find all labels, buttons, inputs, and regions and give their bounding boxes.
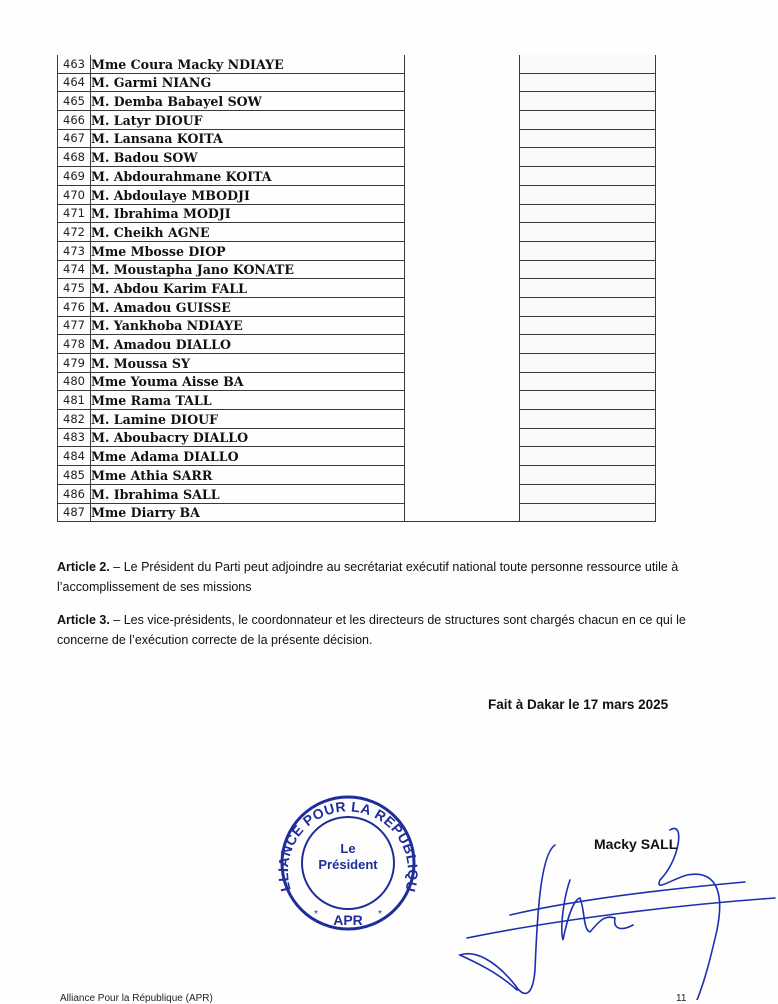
signature-cell [520,372,656,391]
empty-column-cell [405,410,520,429]
empty-column-cell [405,391,520,410]
place-date: Fait à Dakar le 17 mars 2025 [488,697,669,712]
empty-column-cell [405,316,520,335]
stamp-center-line1: Le [340,841,356,856]
signature-cell [520,410,656,429]
table-row [58,316,656,335]
member-name: M. Abdoulaye MBODJI [91,185,405,204]
member-name: M. Ibrahima MODJI [91,204,405,223]
table-row [58,92,656,111]
empty-column-cell [405,503,520,522]
table-row [58,372,656,391]
member-name: M. Demba Babayel SOW [91,92,405,111]
member-name: Mme Diarry BA [91,503,405,522]
empty-column-cell [405,55,520,73]
table-row [58,297,656,316]
table-row [58,148,656,167]
table-row [58,279,656,298]
table-row [58,484,656,503]
signature-cell [520,279,656,298]
signatory-name: Macky SALL [594,836,678,852]
table-row [58,129,656,148]
signature-cell [520,204,656,223]
signature-cell [520,73,656,92]
signature-cell [520,316,656,335]
stamp-center [268,841,428,873]
signature-cell [520,260,656,279]
signature-cell [520,167,656,186]
table-row [58,391,656,410]
member-number: 475 [58,279,91,298]
member-name: M. Moussa SY [91,354,405,373]
member-number: 465 [58,92,91,111]
member-name: M. Garmi NIANG [91,73,405,92]
table-row [58,428,656,447]
member-name: Mme Coura Macky NDIAYE [91,55,405,73]
signature-cell [520,185,656,204]
member-number: 463 [58,55,91,73]
signature-cell [520,447,656,466]
members-table [57,55,657,522]
member-number: 481 [58,391,91,410]
member-name: M. Latyr DIOUF [91,111,405,130]
table-row [58,55,656,73]
signature-cell [520,484,656,503]
table-row [58,111,656,130]
signature-cell [520,92,656,111]
table-row [58,167,656,186]
table-row [58,260,656,279]
member-number: 469 [58,167,91,186]
signature-cell [520,223,656,242]
article-3 [57,610,697,650]
stamp-center-line2: Président [318,857,378,872]
member-name: M. Ibrahima SALL [91,484,405,503]
empty-column-cell [405,354,520,373]
empty-column-cell [405,241,520,260]
signature-cell [520,335,656,354]
signature-cell [520,428,656,447]
member-number: 473 [58,241,91,260]
member-name: M. Amadou DIALLO [91,335,405,354]
member-name: Mme Athia SARR [91,466,405,485]
member-name: M. Badou SOW [91,148,405,167]
page-number: 11 [676,993,687,1004]
member-number: 478 [58,335,91,354]
table-row [58,447,656,466]
member-number: 482 [58,410,91,429]
empty-column-cell [405,466,520,485]
member-number: 484 [58,447,91,466]
member-number: 468 [58,148,91,167]
signature-cell [520,148,656,167]
member-name: Mme Adama DIALLO [91,447,405,466]
signature-cell [520,391,656,410]
member-name: M. Cheikh AGNE [91,223,405,242]
member-number: 480 [58,372,91,391]
member-name: M. Aboubacry DIALLO [91,428,405,447]
table-row [58,185,656,204]
signature-cell [520,297,656,316]
member-name: Mme Rama TALL [91,391,405,410]
stamp-star-right-icon: * [378,909,382,920]
empty-column-cell [405,223,520,242]
stamp-star-left-icon: * [314,909,318,920]
empty-column-cell [405,260,520,279]
signature-cell [520,241,656,260]
member-name: Mme Mbosse DIOP [91,241,405,260]
member-name: M. Abdourahmane KOITA [91,167,405,186]
member-number: 471 [58,204,91,223]
member-name: M. Moustapha Jano KONATE [91,260,405,279]
empty-column-cell [405,92,520,111]
member-number: 464 [58,73,91,92]
empty-column-cell [405,129,520,148]
empty-column-cell [405,148,520,167]
member-number: 483 [58,428,91,447]
member-number: 487 [58,503,91,522]
empty-column-cell [405,167,520,186]
member-number: 472 [58,223,91,242]
empty-column-cell [405,185,520,204]
member-number: 485 [58,466,91,485]
empty-column-cell [405,297,520,316]
stamp-ring-text: LLIANCE POUR LA REPUBLIQU [274,798,422,894]
member-name: M. Abdou Karim FALL [91,279,405,298]
member-number: 474 [58,260,91,279]
empty-column-cell [405,279,520,298]
member-number: 476 [58,297,91,316]
article-3-text: – Les vice-présidents, le coordonnateur et les directeurs de structures sont chargés chacun en ce qui le concerne de l’exécution correcte de la présente décision. [57,613,686,647]
party-stamp [268,793,428,933]
empty-column-cell [405,484,520,503]
empty-column-cell [405,428,520,447]
member-number: 477 [58,316,91,335]
stamp-bottom-text: APR [333,912,363,928]
table-row [58,223,656,242]
table-row [58,335,656,354]
table-row [58,466,656,485]
article-2-label: Article 2. [57,560,110,574]
signature-cell [520,55,656,73]
member-name: M. Yankhoba NDIAYE [91,316,405,335]
empty-column-cell [405,204,520,223]
member-name: M. Lansana KOITA [91,129,405,148]
empty-column-cell [405,447,520,466]
article-2-text: – Le Président du Parti peut adjoindre au secrétariat exécutif national toute personne ressource utile à l’accomplissement de ses missions [57,560,679,594]
member-number: 486 [58,484,91,503]
empty-column-cell [405,73,520,92]
footer-organization: Alliance Pour la République (APR) [60,993,213,1004]
signature-cell [520,466,656,485]
member-number: 467 [58,129,91,148]
table-row [58,503,656,522]
table-row [58,241,656,260]
empty-column-cell [405,111,520,130]
signature-cell [520,129,656,148]
member-number: 470 [58,185,91,204]
empty-column-cell [405,372,520,391]
member-name: M. Lamine DIOUF [91,410,405,429]
member-number: 479 [58,354,91,373]
table-row [58,204,656,223]
article-2 [57,557,697,597]
member-name: M. Amadou GUISSE [91,297,405,316]
signature-cell [520,111,656,130]
empty-column-cell [405,335,520,354]
table-row [58,410,656,429]
table-row [58,354,656,373]
member-name: Mme Youma Aisse BA [91,372,405,391]
member-number: 466 [58,111,91,130]
signature-cell [520,354,656,373]
article-3-label: Article 3. [57,613,110,627]
signature-cell [520,503,656,522]
table-row [58,73,656,92]
